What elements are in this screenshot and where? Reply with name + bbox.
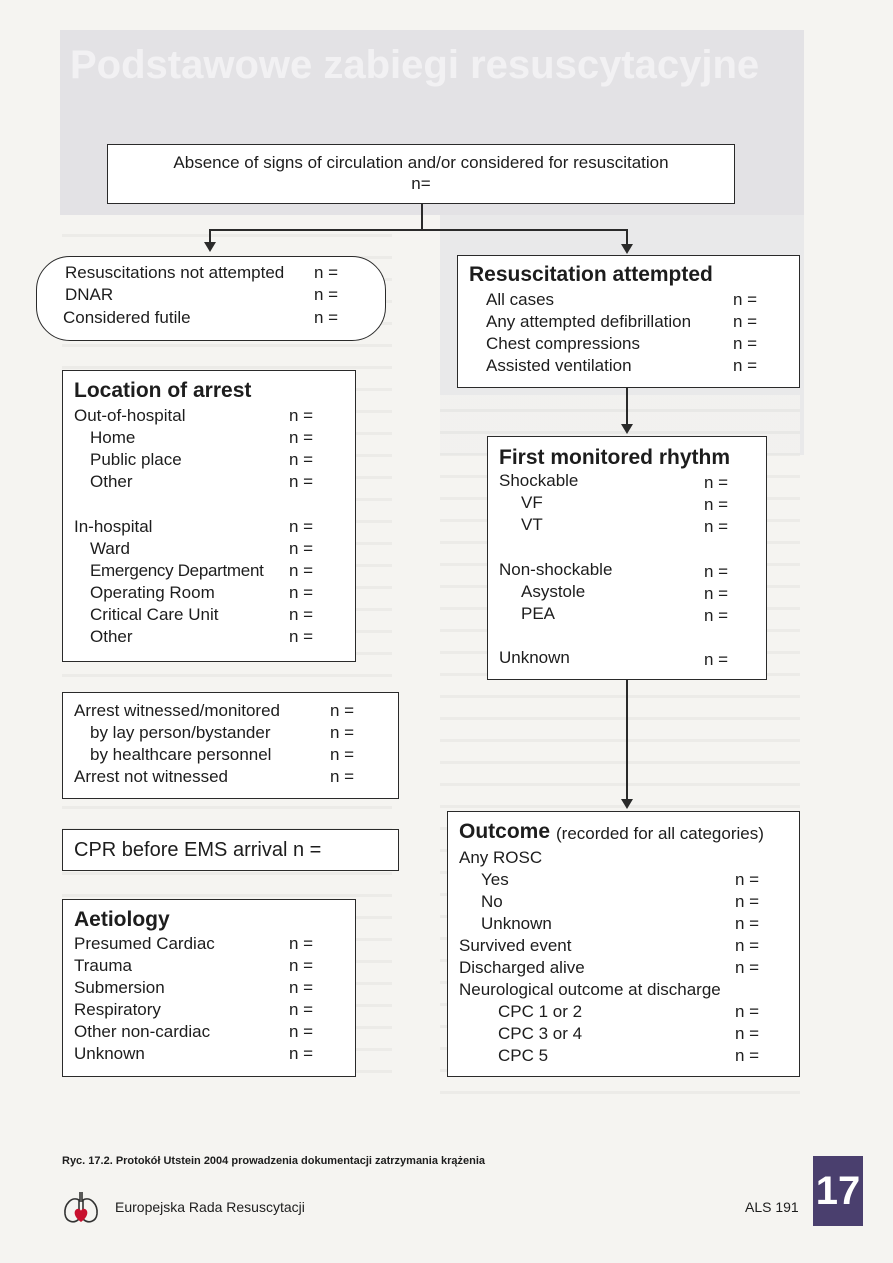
witnessed-bystander-label: by lay person/bystander xyxy=(90,723,271,742)
location-ccu-label: Critical Care Unit xyxy=(90,605,219,624)
witnessed-healthcare-n: n = xyxy=(330,745,355,764)
futile-n: n = xyxy=(314,308,339,327)
not-attempted-n: n = xyxy=(314,263,339,282)
connector-left-drop xyxy=(209,229,211,243)
chapter-tab: 17 xyxy=(813,1156,863,1226)
outcome-unknown-n: n = xyxy=(735,914,760,933)
outcome-title: Outcome xyxy=(459,820,551,843)
connector-top-stem xyxy=(421,204,423,230)
aetiology-unknown-label: Unknown xyxy=(74,1044,145,1063)
outcome-discharged-n: n = xyxy=(735,958,760,977)
attempted-compressions-label: Chest compressions xyxy=(486,334,641,353)
rhythm-title: First monitored rhythm xyxy=(499,446,731,469)
connector-rhythm-to-outcome xyxy=(626,680,628,799)
outcome-cpc5-label: CPC 5 xyxy=(498,1046,549,1065)
attempted-all-n: n = xyxy=(733,290,758,309)
rhythm-vf-label: VF xyxy=(521,493,543,512)
outcome-rosc-label: Any ROSC xyxy=(459,848,543,867)
location-or-n: n = xyxy=(289,583,314,602)
aetiology-box xyxy=(62,899,356,1077)
signs-absent-n: n= xyxy=(411,174,431,193)
witnessed-healthcare-label: by healthcare personnel xyxy=(90,745,272,764)
outcome-discharged-label: Discharged alive xyxy=(459,958,585,977)
outcome-no-label: No xyxy=(481,892,503,911)
attempted-ventilation-label: Assisted ventilation xyxy=(486,356,632,375)
location-other-in-n: n = xyxy=(289,627,314,646)
rhythm-asystole-label: Asystole xyxy=(521,582,586,601)
location-ward-n: n = xyxy=(289,539,314,558)
outcome-no-n: n = xyxy=(735,892,760,911)
location-out-hospital-label: Out-of-hospital xyxy=(74,406,186,425)
signs-absent-label: Absence of signs of circulation and/or considered for resuscitation xyxy=(173,153,669,172)
outcome-neuro-label: Neurological outcome at discharge xyxy=(459,980,721,999)
not-attempted-box xyxy=(36,256,386,341)
outcome-cpc12-label: CPC 1 or 2 xyxy=(498,1002,583,1021)
cpr-label: CPR before EMS arrival n = xyxy=(74,839,322,861)
heart-lungs-logo-icon xyxy=(60,1186,102,1228)
outcome-survived-label: Survived event xyxy=(459,936,572,955)
rhythm-shockable-label: Shockable xyxy=(499,471,579,490)
location-ed-label: Emergency Department xyxy=(90,561,264,580)
attempted-defib-label: Any attempted defibrillation xyxy=(486,312,692,331)
aetiology-cardiac-n: n = xyxy=(289,934,314,953)
location-public-n: n = xyxy=(289,450,314,469)
signs-absent-box xyxy=(107,144,735,204)
aetiology-submersion-n: n = xyxy=(289,978,314,997)
location-box xyxy=(62,370,356,662)
arrow-to-attempted xyxy=(621,244,633,254)
rhythm-unknown-n: n = xyxy=(704,650,729,669)
dnar-label: DNAR xyxy=(65,285,114,304)
attempted-box xyxy=(457,255,800,388)
rhythm-nonshockable-n: n = xyxy=(704,562,729,581)
witnessed-n: n = xyxy=(330,701,355,720)
cpr-box xyxy=(62,829,399,871)
witnessed-bystander-n: n = xyxy=(330,723,355,742)
location-public-label: Public place xyxy=(90,450,182,469)
page-number: ALS 191 xyxy=(745,1199,799,1215)
outcome-cpc12-n: n = xyxy=(735,1002,760,1021)
dnar-n: n = xyxy=(314,285,339,304)
aetiology-cardiac-label: Presumed Cardiac xyxy=(74,934,215,953)
arrow-to-not-attempted xyxy=(204,242,216,252)
aetiology-respiratory-n: n = xyxy=(289,1000,314,1019)
arrow-to-outcome xyxy=(621,799,633,809)
location-other-out-n: n = xyxy=(289,472,314,491)
location-other-out-label: Other xyxy=(90,472,133,491)
connector-right-drop xyxy=(626,229,628,244)
location-out-hospital-n: n = xyxy=(289,406,314,425)
location-or-label: Operating Room xyxy=(90,583,215,602)
aetiology-unknown-n: n = xyxy=(289,1044,314,1063)
rhythm-box xyxy=(487,436,767,680)
outcome-unknown-label: Unknown xyxy=(481,914,552,933)
futile-label: Considered futile xyxy=(63,308,191,327)
location-other-in-label: Other xyxy=(90,627,133,646)
not-attempted-label: Resuscitations not attempted xyxy=(65,263,285,282)
rhythm-vt-n: n = xyxy=(704,517,729,536)
not-witnessed-label: Arrest not witnessed xyxy=(74,767,229,786)
location-in-hospital-n: n = xyxy=(289,517,314,536)
not-witnessed-n: n = xyxy=(330,767,355,786)
attempted-all-label: All cases xyxy=(486,290,555,309)
aetiology-trauma-label: Trauma xyxy=(74,956,132,975)
aetiology-title: Aetiology xyxy=(74,908,170,931)
aetiology-noncardiac-label: Other non-cardiac xyxy=(74,1022,211,1041)
attempted-compressions-n: n = xyxy=(733,334,758,353)
aetiology-trauma-n: n = xyxy=(289,956,314,975)
attempted-ventilation-n: n = xyxy=(733,356,758,375)
location-ed-n: n = xyxy=(289,561,314,580)
background-title: Podstawowe zabiegi resuscytacyjne xyxy=(70,43,760,87)
location-ward-label: Ward xyxy=(90,539,130,558)
location-home-label: Home xyxy=(90,428,136,447)
witnessed-label: Arrest witnessed/monitored xyxy=(74,701,280,720)
location-in-hospital-label: In-hospital xyxy=(74,517,153,536)
rhythm-shockable-n: n = xyxy=(704,473,729,492)
footer-organization: Europejska Rada Resuscytacji xyxy=(115,1199,305,1215)
rhythm-nonshockable-label: Non-shockable xyxy=(499,560,613,579)
aetiology-noncardiac-n: n = xyxy=(289,1022,314,1041)
figure-caption: Ryc. 17.2. Protokół Utstein 2004 prowadzenia dokumentacji zatrzymania krążenia xyxy=(62,1155,486,1167)
outcome-cpc34-label: CPC 3 or 4 xyxy=(498,1024,583,1043)
aetiology-submersion-label: Submersion xyxy=(74,978,165,997)
rhythm-pea-label: PEA xyxy=(521,604,556,623)
outcome-subtitle: (recorded for all categories) xyxy=(556,824,764,843)
outcome-cpc34-n: n = xyxy=(735,1024,760,1043)
location-ccu-n: n = xyxy=(289,605,314,624)
outcome-yes-label: Yes xyxy=(481,870,509,889)
location-home-n: n = xyxy=(289,428,314,447)
rhythm-vt-label: VT xyxy=(521,515,543,534)
attempted-defib-n: n = xyxy=(733,312,758,331)
outcome-cpc5-n: n = xyxy=(735,1046,760,1065)
location-title: Location of arrest xyxy=(74,379,252,402)
attempted-title: Resuscitation attempted xyxy=(469,263,713,286)
arrow-to-rhythm xyxy=(621,424,633,434)
outcome-yes-n: n = xyxy=(735,870,760,889)
rhythm-unknown-label: Unknown xyxy=(499,648,570,667)
connector-horizontal xyxy=(209,229,627,231)
rhythm-asystole-n: n = xyxy=(704,584,729,603)
rhythm-vf-n: n = xyxy=(704,495,729,514)
rhythm-pea-n: n = xyxy=(704,606,729,625)
outcome-survived-n: n = xyxy=(735,936,760,955)
aetiology-respiratory-label: Respiratory xyxy=(74,1000,161,1019)
witnessed-box xyxy=(62,692,399,799)
connector-attempted-to-rhythm xyxy=(626,388,628,424)
outcome-box xyxy=(447,811,800,1077)
